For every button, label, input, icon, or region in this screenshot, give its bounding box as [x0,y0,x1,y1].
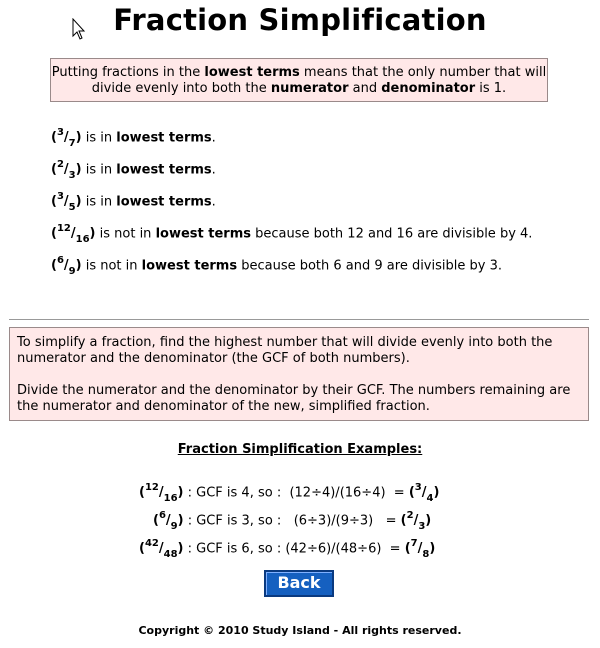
back-button[interactable]: Back [264,570,334,597]
example-text: is in [81,162,117,178]
denominator: 3 [68,169,76,181]
example-text: . [211,194,216,210]
note-bold-lowest-terms: lowest terms [204,65,300,80]
denominator: 9 [68,265,76,277]
page-title: Fraction Simplification [113,3,487,37]
fraction: $(^2/_3)$ [51,159,82,181]
denominator: 16 [75,233,90,245]
fraction: $(^3/_7)$ [51,127,82,149]
example-text: because both 12 and 16 are divisible by 4. [250,226,533,242]
example-line [51,128,216,148]
denominator: 48 [163,548,178,560]
denominator: 4 [426,492,434,504]
numerator: 2 [406,510,414,521]
calculation-text: : GCF is 3, so : (6÷3)/(9÷3) = [183,513,401,529]
denominator: 9 [170,520,178,532]
numerator: 7 [410,538,418,549]
example-bold: lowest terms [116,130,212,146]
example-line [51,224,532,244]
calculation-row [139,539,435,559]
fraction: $(^{42}/_{48})$ [139,538,184,560]
denominator: 5 [68,201,76,213]
note-bold-denominator: denominator [381,81,476,96]
result-fraction: $(^3/_4)$ [408,482,440,504]
example-bold: lowest terms [155,226,251,242]
example-bold: lowest terms [141,258,238,274]
example-bold: lowest terms [116,162,212,178]
note-text: Putting fractions in the [51,65,205,80]
denominator: 3 [418,520,426,532]
fraction: $(^{12}/_{16})$ [51,223,96,245]
numerator: 3 [414,482,422,493]
example-line [51,160,216,180]
numerator: 12 [144,482,159,493]
simplify-instructions-box [9,327,589,421]
fraction: $(^3/_5)$ [51,191,82,213]
numerator: 42 [144,538,159,549]
numerator: 3 [56,191,64,202]
example-text: is in [81,130,117,146]
example-line [51,256,502,276]
note-bold-numerator: numerator [270,81,349,96]
example-text: because both 6 and 9 are divisible by 3. [237,258,502,274]
denominator: 16 [163,492,178,504]
numerator: 6 [158,510,166,521]
calculation-row [153,511,431,531]
example-text: . [211,162,216,178]
note-text: is 1. [475,81,507,96]
fraction: $(^{12}/_{16})$ [139,482,184,504]
fraction: $(^6/_9)$ [153,510,184,532]
result-fraction: $(^7/_8)$ [404,538,436,560]
note-text: means that the only number that will divide evenly into both the [91,65,547,96]
calculation-text: : GCF is 4, so : (12÷4)/(16÷4) = [183,485,409,501]
example-text: . [211,130,216,146]
example-text: is not in [81,258,142,274]
calculation-row [139,483,439,503]
example-bold: lowest terms [116,194,212,210]
note-text: and [348,81,382,96]
divider [9,319,589,320]
instruction-paragraph: To simplify a fraction, find the highest number that will divide evenly into both the numerator and the denominator (the GCF of both numbers). [17,335,553,366]
example-line [51,192,216,212]
examples-heading: Fraction Simplification Examples: [177,442,423,457]
numerator: 2 [56,159,64,170]
example-text: is not in [95,226,156,242]
denominator: 8 [422,548,430,560]
example-text: is in [81,194,117,210]
fraction: $(^6/_9)$ [51,255,82,277]
calculation-text: : GCF is 6, so : (42÷6)/(48÷6) = [183,541,405,557]
result-fraction: $(^2/_3)$ [400,510,432,532]
numerator: 6 [56,255,64,266]
numerator: 12 [56,223,71,234]
numerator: 3 [56,127,64,138]
instruction-paragraph: Divide the numerator and the denominator by their GCF. The numbers remaining are the numerator and denominator of the new, simplified fraction. [17,383,571,414]
lowest-terms-note [50,58,548,102]
copyright-text: Copyright © 2010 Study Island - All rights reserved. [138,624,462,637]
denominator: 7 [68,137,76,149]
